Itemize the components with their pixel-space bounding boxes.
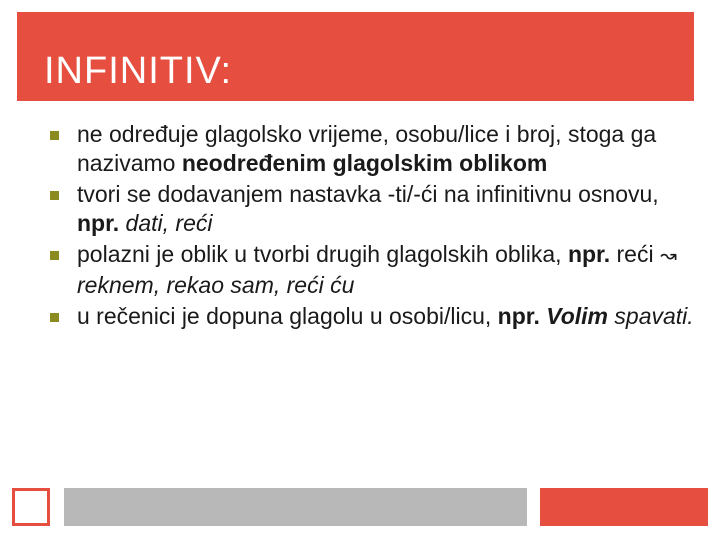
bullet-4-npr: npr. xyxy=(497,303,540,329)
bullet-list xyxy=(50,120,700,333)
slide-title: INFINITIV: xyxy=(44,50,233,92)
bullet-item-1 xyxy=(50,120,700,178)
square-bullet-icon xyxy=(50,191,59,200)
square-bullet-icon xyxy=(50,251,59,260)
square-bullet-icon xyxy=(50,131,59,140)
bullet-1-text: ne određuje glagolsko vrijeme, osobu/lice i broj, stoga ga nazivamo xyxy=(77,121,657,176)
bullet-2-examples: dati, reći xyxy=(119,210,213,236)
bullet-4-example-bold: Volim xyxy=(546,303,609,329)
bullet-3-word: reći xyxy=(610,241,660,267)
arrow-icon: ↝ xyxy=(659,245,677,267)
footer-left-square xyxy=(12,488,50,526)
bullet-1-bold: neodređenim glagolskim oblikom xyxy=(181,150,548,176)
bullet-2-npr: npr. xyxy=(77,210,120,236)
bullet-item-2 xyxy=(50,180,700,238)
footer-right-bar xyxy=(540,488,708,526)
bullet-item-4 xyxy=(50,302,700,331)
bullet-item-3 xyxy=(50,240,700,300)
bullet-2-text: tvori se dodavanjem nastavka -ti/-ći na infinitivnu osnovu, xyxy=(77,181,659,207)
bullet-3-examples: reknem, rekao sam, reći ću xyxy=(77,272,355,298)
square-bullet-icon xyxy=(50,313,59,322)
bullet-4-text: u rečenici je dopuna glagolu u osobi/licu, xyxy=(77,303,498,329)
bullet-3-npr: npr. xyxy=(567,241,611,267)
bullet-3-text: polazni je oblik u tvorbi drugih glagolskih oblika, xyxy=(77,241,568,267)
bullet-4-example: spavati. xyxy=(608,303,694,329)
footer-grey-bar xyxy=(64,488,527,526)
